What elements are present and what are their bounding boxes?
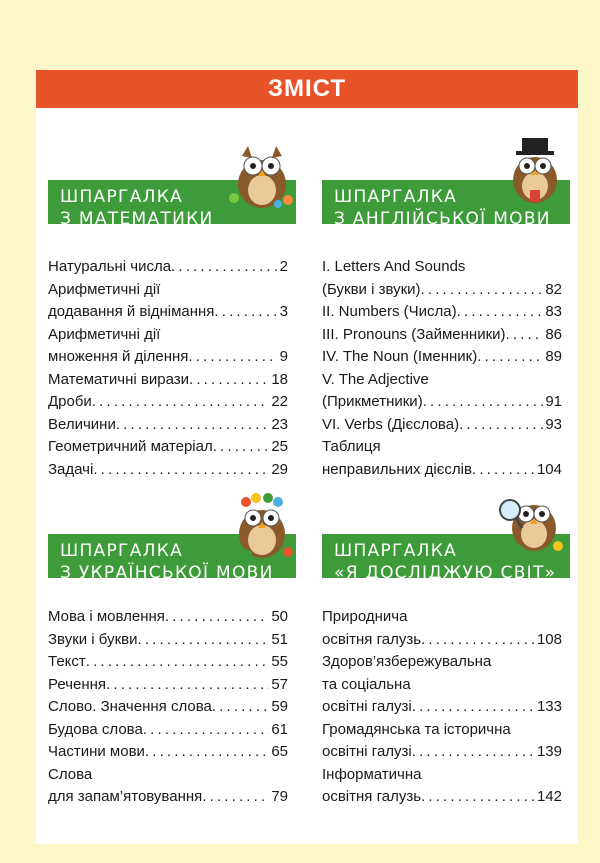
toc-entry[interactable]: Натуральні числа . . . 2 [48,256,288,279]
toc-entry[interactable]: IV. The Noun (Іменник) . . . 89 [322,346,562,369]
toc-entry[interactable]: Природнича освітня галузь . . . 108 [322,606,562,651]
banner-label: ШПАРГАЛКА [60,187,184,207]
math-toc [48,256,288,481]
toc-entry[interactable]: Математичні вирази . . . 18 [48,369,288,392]
toc-entry[interactable]: Частини мови . . . 65 [48,741,288,764]
toc-entry[interactable]: Здоров’язбережувальна та соціальна освітні галузі . . . 133 [322,651,562,719]
toc-entry[interactable]: Величини . . . 23 [48,414,288,437]
toc-entry[interactable]: Текст . . . 55 [48,651,288,674]
owl-tophat-icon [500,134,570,208]
toc-entry[interactable]: III. Pronouns (Займенники) . . . 86 [322,324,562,347]
page-title: ЗМІСТ [36,70,578,108]
banner-subject: З МАТЕМАТИКИ [60,209,214,229]
toc-entry[interactable]: I. Letters And Sounds (Букви і звуки) . . . 82 [322,256,562,301]
toc-entry[interactable]: Геометричний матеріал . . . 25 [48,436,288,459]
banner-subject: «Я ДОСЛІДЖУЮ СВІТ» [334,563,557,583]
toc-entry[interactable]: Слово. Значення слова . . . 59 [48,696,288,719]
toc-entry[interactable]: II. Numbers (Числа) . . . 83 [322,301,562,324]
banner-label: ШПАРГАЛКА [60,541,184,561]
owl-scientist-icon [222,140,302,212]
english-toc [322,256,562,481]
toc-entry[interactable]: Інформатична освітня галузь . . . 142 [322,764,562,809]
toc-entry[interactable]: Будова слова . . . 61 [48,719,288,742]
toc-entry[interactable]: Слова для запам’ятовування . . . 79 [48,764,288,809]
banner-label: ШПАРГАЛКА [334,541,458,561]
toc-entry[interactable]: VI. Verbs (Дієслова) . . . 93 [322,414,562,437]
toc-entry[interactable]: Арифметичні дії додавання й віднімання . . . 3 [48,279,288,324]
toc-entry[interactable]: Задачі . . . 29 [48,459,288,482]
toc-entry[interactable]: Мова і мовлення . . . 50 [48,606,288,629]
banner-subject: З УКРАЇНСЬКОЇ МОВИ [60,563,274,583]
ukrainian-toc [48,606,288,809]
world-toc [322,606,562,809]
toc-entry[interactable]: Звуки і букви . . . 51 [48,629,288,652]
toc-entry[interactable]: V. The Adjective (Прикметники) . . . 91 [322,369,562,414]
toc-entry[interactable]: Речення . . . 57 [48,674,288,697]
owl-flower-wreath-icon [222,490,302,564]
owl-magnifier-icon [496,488,568,558]
banner-label: ШПАРГАЛКА [334,187,458,207]
toc-entry[interactable]: Громадянська та історична освітні галузі . . . 139 [322,719,562,764]
toc-entry[interactable]: Дроби . . . 22 [48,391,288,414]
toc-entry[interactable]: Арифметичні дії множення й ділення . . . 9 [48,324,288,369]
toc-entry[interactable]: Таблиця неправильних дієслів . . . 104 [322,436,562,481]
banner-subject: З АНГЛІЙСЬКОЇ МОВИ [334,209,551,229]
